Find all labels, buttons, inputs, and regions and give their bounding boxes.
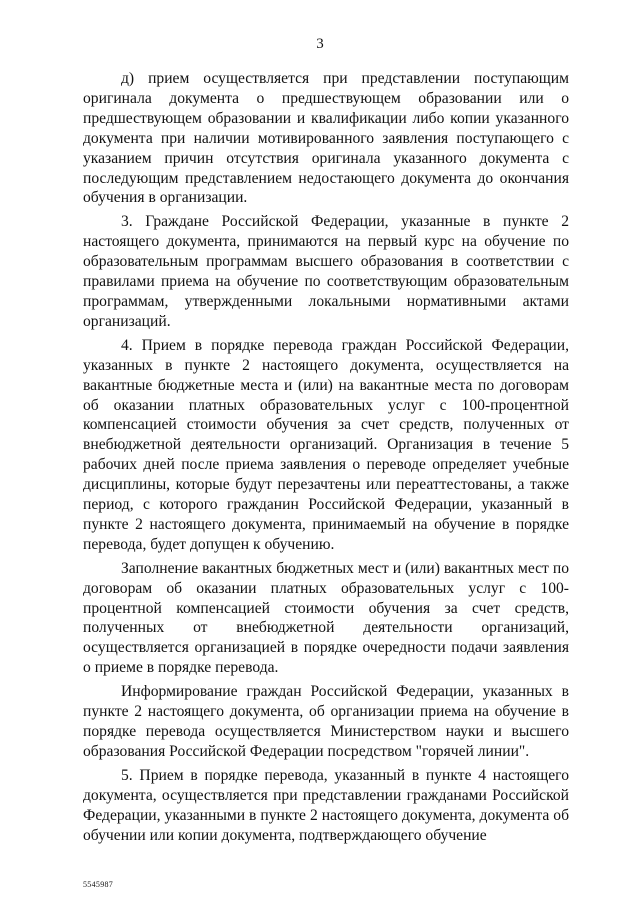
document-body	[83, 69, 569, 849]
page-number: 3	[316, 36, 324, 52]
paragraph-subpoint-d: д) прием осуществляется при представлении поступающим оригинала документа о предшествующем образовании или о предшествующем образовании и квалификации либо копии указанного документа при наличии мотивированного заявления поступающего с указанием причин отсутствия оригинала указанного документа с последующим представлением недостающего документа до окончания обучения в организации.	[83, 70, 569, 207]
document-code: 5545987	[83, 880, 114, 889]
paragraph-point-4: 4. Прием в порядке перевода граждан Российской Федерации, указанных в пункте 2 настоящего документа, осуществляется на вакантные бюджетные места и (или) на вакантные места по договорам об оказании платных образовательных услуг с 100-процентной компенсацией стоимости обучения за счет средств, полученных от внебюджетной деятельности организаций. Организация в течение 5 рабочих дней после приема заявления о переводе определяет учебные дисциплины, которые будут перезачтены или переаттестованы, а также период, с которого гражданин Российской Федерации, указанный в пункте 2 настоящего документа, принимаемый на обучение в порядке перевода, будет допущен к обучению.	[83, 336, 569, 553]
paragraph-point-5: 5. Прием в порядке перевода, указанный в пункте 4 настоящего документа, осуществляется при представлении гражданами Российской Федерации, указанными в пункте 2 настоящего документа, документа об обучении или копии документа, подтверждающего обучение	[83, 766, 569, 844]
paragraph-point-3: 3. Граждане Российской Федерации, указанные в пункте 2 настоящего документа, принимаются на первый курс на обучение по образовательным программам высшего образования в соответствии с правилами приема на обучение по соответствующим образовательным программам, утвержденными локальными нормативными актами организаций.	[83, 213, 569, 330]
paragraph-vacancy-filling: Заполнение вакантных бюджетных мест и (или) вакантных мест по договорам об оказании платных образовательных услуг с 100-процентной компенсацией стоимости обучения за счет средств, полученных от внебюджетной деятельности организаций, осуществляется организацией в порядке очередности подачи заявления о приеме в порядке перевода.	[83, 559, 569, 677]
paragraph-informing: Информирование граждан Российской Федерации, указанных в пункте 2 настоящего документа, об организации приема на обучение в порядке перевода осуществляется Министерством науки и высшего образования Российской Федерации посредством "горячей линии".	[83, 683, 569, 760]
